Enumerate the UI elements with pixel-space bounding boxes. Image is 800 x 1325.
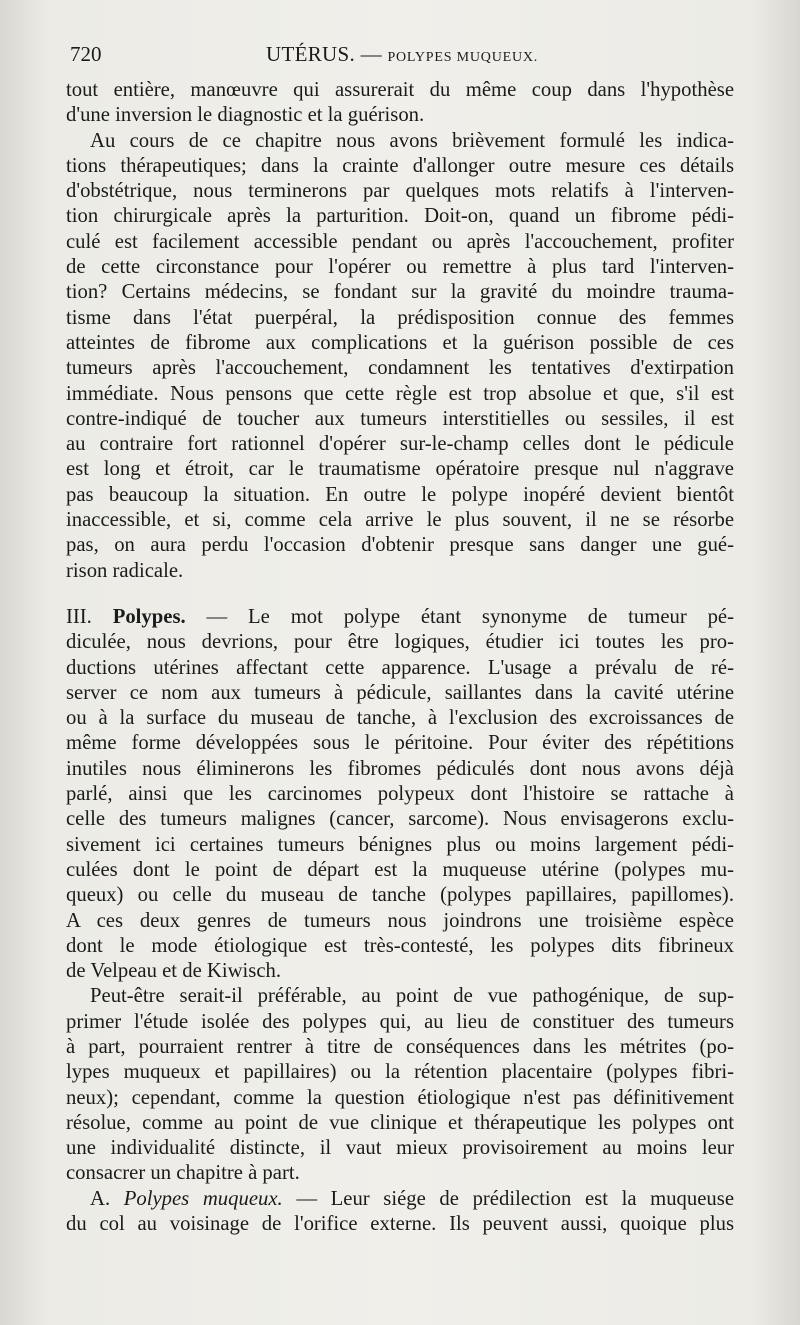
paragraph-pathogenesis <box>66 984 734 1186</box>
text-line: à part, pourraient rentrer à titre de conséquences dans les métrites (po- <box>66 1035 734 1058</box>
section-polypes <box>66 605 734 984</box>
subsection-label: A. <box>90 1187 111 1210</box>
running-title <box>266 42 538 67</box>
text-line: inaccessible, et si, comme cela arrive le plus souvent, il ne se résorbe <box>66 509 734 532</box>
page-header <box>70 42 735 72</box>
text-line: consacrer un chapitre à part. <box>66 1162 300 1185</box>
text-line: primer l'étude isolée des polypes qui, au lieu de constituer des tumeurs <box>66 1010 734 1033</box>
text-line: culé est facilement accessible pendant ou après l'accouchement, profiter <box>66 230 734 253</box>
text-line: ductions utérines affectant cette apparence. L'usage a prévalu de ré- <box>66 656 734 679</box>
page-number: 720 <box>70 42 102 66</box>
paragraph-surgical-intervention <box>66 129 734 584</box>
text-line: tion chirurgicale après la parturition. Doit-on, quand un fibrome pédi- <box>66 205 734 228</box>
paragraph-continuation <box>66 78 734 129</box>
text-line: rison radicale. <box>66 559 184 582</box>
running-title-subtitle: POLYPES MUQUEUX. <box>387 50 539 65</box>
text-line: Au cours de ce chapitre nous avons brièvement formulé les indica- <box>90 129 734 152</box>
text-line: Peut-être serait-il préférable, au point de vue pathogénique, de sup- <box>90 985 734 1008</box>
text-line: ou à la surface du museau de tanche, à l'exclusion des excroissances de <box>66 707 734 730</box>
section-number: III. <box>66 605 92 628</box>
text-line: atteintes de fibrome aux complications et la guérison possible de ces <box>66 331 734 354</box>
text-line: diculée, nous devrions, pour être logiques, étudier ici toutes les pro- <box>66 631 734 654</box>
section-spacer <box>66 584 734 605</box>
text-line: tisme dans l'état puerpéral, la prédisposition connue des femmes <box>66 306 734 329</box>
text-line: une individualité distincte, il vaut mieux provisoirement au moins leur <box>66 1137 734 1160</box>
text-line: neux); cependant, comme la question étiologique n'est pas définitivement <box>66 1086 734 1109</box>
text-line: tout entière, manœuvre qui assurerait du même coup dans l'hypothèse <box>66 79 734 101</box>
text-line: dont le mode étiologique est très-contesté, les polypes dits fibrineux <box>66 934 734 957</box>
section-heading-line <box>66 605 734 630</box>
text-line: pas, on aura perdu l'occasion d'obtenir presque sans danger une gué- <box>66 534 734 557</box>
text-line: queux) ou celle du museau de tanche (polypes papillaires, papillomes). <box>66 884 734 907</box>
text-line: au contraire fort rationnel d'opérer sur-le-champ celles dont le pédicule <box>66 433 734 456</box>
text-line: sivement ici certaines tumeurs bénignes plus ou moins largement pédi- <box>66 833 734 856</box>
text-line: contre-indiqué de toucher aux tumeurs interstitielles ou sessiles, il est <box>66 407 734 430</box>
running-title-main: UTÉRUS. <box>266 42 356 66</box>
text-line: même forme développées sous le péritoine. Pour éviter des répétitions <box>66 732 734 755</box>
text-line: pas beaucoup la situation. En outre le polype inopéré devient bientôt <box>66 483 734 506</box>
text-line: culées dont le point de départ est la muqueuse utérine (polypes mu- <box>66 858 734 881</box>
text-line: server ce nom aux tumeurs à pédicule, saillantes dans la cavité utérine <box>66 681 734 704</box>
text-line: de cette circonstance pour l'opérer ou remettre à plus tard l'interven- <box>66 256 734 279</box>
text-line: est long et étroit, car le traumatisme opératoire presque nul n'aggrave <box>66 458 734 481</box>
text-line: résolue, comme au point de vue clinique et thérapeutique les polypes ont <box>66 1111 734 1134</box>
subsection-title: Polypes muqueux. <box>123 1187 283 1210</box>
text-line: d'une inversion le diagnostic et la guérison. <box>66 104 425 127</box>
text-line: du col au voisinage de l'orifice externe. Ils peuvent aussi, quoique plus <box>66 1213 734 1236</box>
text-line: tions thérapeutiques; dans la crainte d'allonger outre mesure ces détails <box>66 154 734 177</box>
text-line: tumeurs après l'accouchement, condamnent les tentatives d'extirpation <box>66 357 734 380</box>
text-line: lypes muqueux et papillaires) ou la rétention placentaire (polypes fibri- <box>66 1061 734 1084</box>
page-body <box>66 78 734 1237</box>
text-line: parlé, ainsi que les carcinomes polypeux dont l'histoire se rattache à <box>66 783 734 806</box>
subsection-heading-line <box>66 1187 734 1212</box>
text-line: tion? Certains médecins, se fondant sur la gravité du moindre trauma- <box>66 281 734 304</box>
subsection-polypes-muqueux <box>66 1187 734 1238</box>
text-fragment: — Le mot polype étant synonyme de tumeur pé- <box>185 605 735 628</box>
text-line: A ces deux genres de tumeurs nous joindrons une troisième espèce <box>66 909 734 932</box>
text-fragment: — Leur siége de prédilection est la muqueuse <box>282 1187 735 1210</box>
text-line: celle des tumeurs malignes (cancer, sarcome). Nous envisagerons exclu- <box>66 808 734 831</box>
running-title-separator: — <box>355 42 388 66</box>
text-line: immédiate. Nous pensons que cette règle est trop absolue et que, s'il est <box>66 382 734 405</box>
text-line: inutiles nous éliminerons les fibromes pédiculés dont nous avons déjà <box>66 757 734 780</box>
section-title: Polypes. <box>112 605 186 628</box>
text-line: d'obstétrique, nous terminerons par quelques mots relatifs à l'interven- <box>66 180 734 203</box>
text-line: de Velpeau et de Kiwisch. <box>66 960 282 983</box>
